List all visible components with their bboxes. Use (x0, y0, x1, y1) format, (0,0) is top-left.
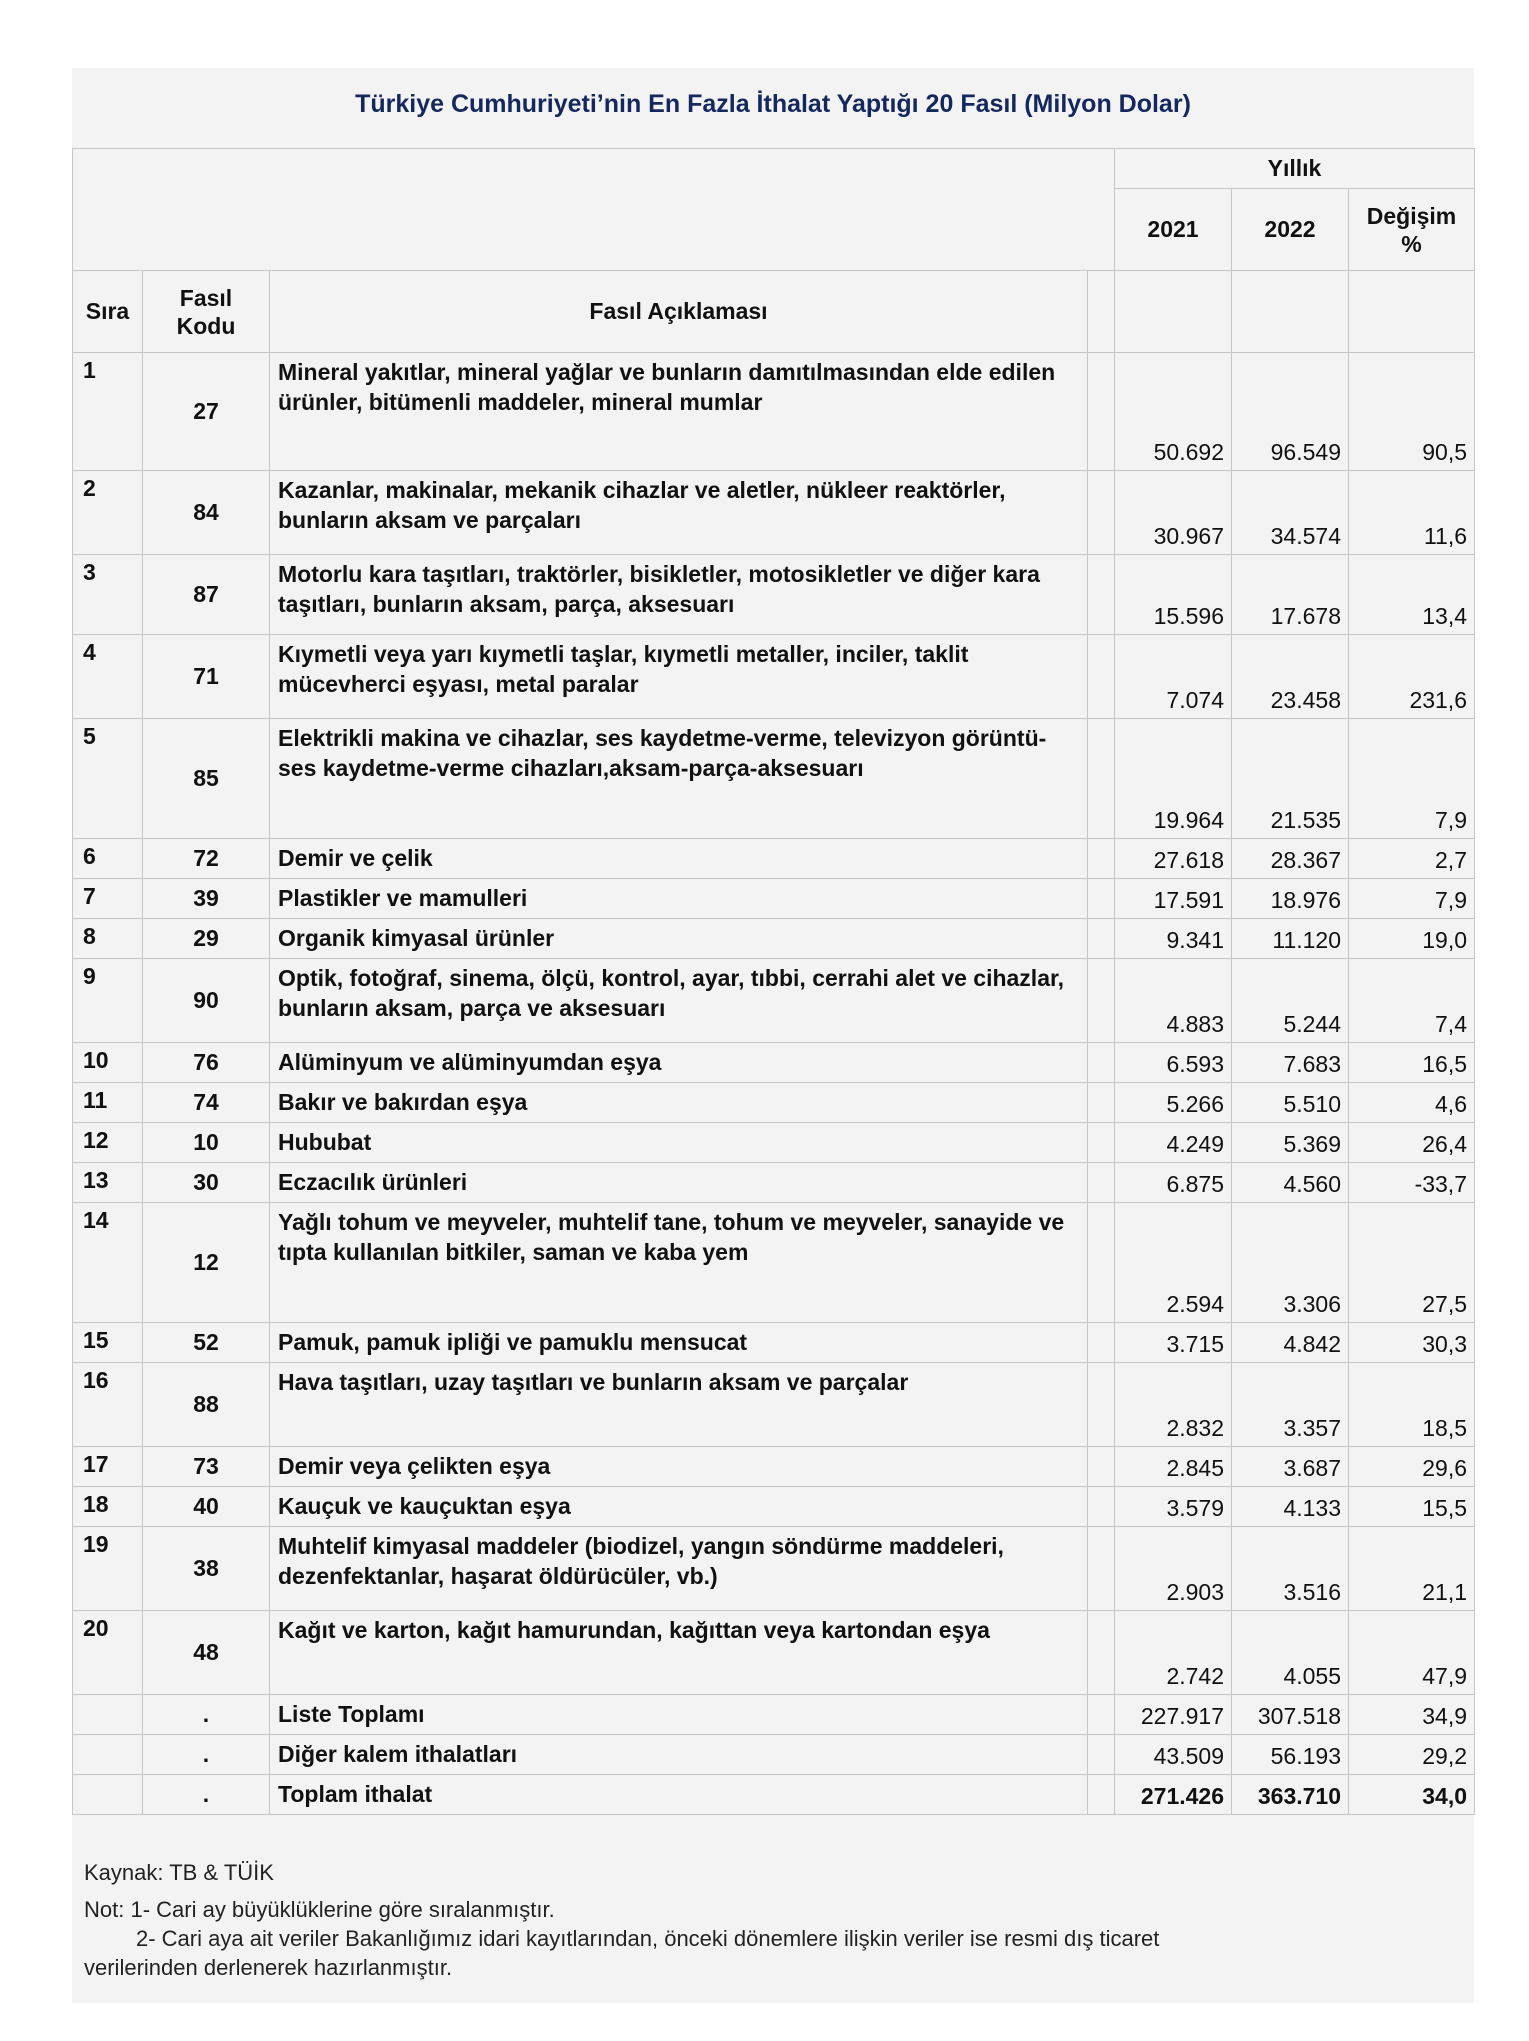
row-value-2021: 227.917 (1115, 1695, 1232, 1735)
row-spacer (1088, 1203, 1115, 1323)
row-value-2021: 6.593 (1115, 1043, 1232, 1083)
row-change: 7,4 (1349, 959, 1475, 1043)
table-row (73, 1083, 1475, 1123)
row-desc: Kıymetli veya yarı kıymetli taşlar, kıymetli metaller, inciler, taklit mücevherci eşyası, metal paralar (270, 635, 1088, 719)
row-desc: Demir ve çelik (270, 839, 1088, 879)
row-seq: 9 (73, 959, 143, 1043)
table-row (73, 1527, 1475, 1611)
row-value-2022: 5.369 (1232, 1123, 1349, 1163)
row-spacer (1088, 471, 1115, 555)
row-value-2021: 50.692 (1115, 353, 1232, 471)
table-row (73, 1487, 1475, 1527)
row-value-2022: 11.120 (1232, 919, 1349, 959)
row-spacer (1088, 555, 1115, 635)
row-change: 2,7 (1349, 839, 1475, 879)
header-seq: Sıra (73, 271, 143, 353)
row-value-2021: 2.832 (1115, 1363, 1232, 1447)
row-desc: Hububat (270, 1123, 1088, 1163)
row-spacer (1088, 1611, 1115, 1695)
row-value-2021: 2.594 (1115, 1203, 1232, 1323)
header-spacer (1088, 271, 1115, 353)
row-desc: Eczacılık ürünleri (270, 1163, 1088, 1203)
row-spacer (1088, 353, 1115, 471)
row-desc: Alüminyum ve alüminyumdan eşya (270, 1043, 1088, 1083)
row-value-2021: 4.883 (1115, 959, 1232, 1043)
note-2a: 2- Cari aya ait veriler Bakanlığımız idari kayıtlarından, önceki dönemlere ilişkin veriler ise resmi dış ticaret (136, 1926, 1160, 1951)
table-row (73, 1363, 1475, 1447)
row-seq: 8 (73, 919, 143, 959)
row-seq (73, 1775, 143, 1815)
row-seq: 3 (73, 555, 143, 635)
table-row (73, 719, 1475, 839)
row-desc: Organik kimyasal ürünler (270, 919, 1088, 959)
table-row (73, 635, 1475, 719)
row-value-2021: 3.715 (1115, 1323, 1232, 1363)
row-value-2021: 5.266 (1115, 1083, 1232, 1123)
row-desc: Mineral yakıtlar, mineral yağlar ve bunların damıtılmasından elde edilen ürünler, bitümenli maddeler, mineral mumlar (270, 353, 1088, 471)
row-code: 10 (143, 1123, 270, 1163)
row-change: 34,9 (1349, 1695, 1475, 1735)
row-desc: Pamuk, pamuk ipliği ve pamuklu mensucat (270, 1323, 1088, 1363)
table-row (73, 555, 1475, 635)
header-change-label: Değişim (1366, 202, 1457, 229)
row-seq: 16 (73, 1363, 143, 1447)
header-change (1349, 189, 1475, 271)
row-seq (73, 1695, 143, 1735)
import-table (72, 148, 1475, 1815)
table-row (73, 1323, 1475, 1363)
row-value-2022: 23.458 (1232, 635, 1349, 719)
row-seq: 6 (73, 839, 143, 879)
row-value-2021: 43.509 (1115, 1735, 1232, 1775)
row-desc: Motorlu kara taşıtları, traktörler, bisikletler, motosikletler ve diğer kara taşıtları, bunların aksam, parça, aksesuarı (270, 555, 1088, 635)
row-value-2022: 4.842 (1232, 1323, 1349, 1363)
row-spacer (1088, 1363, 1115, 1447)
table-body (73, 353, 1475, 1815)
header-blank-change (1349, 271, 1475, 353)
row-desc: Liste Toplamı (270, 1695, 1088, 1735)
row-value-2021: 2.903 (1115, 1527, 1232, 1611)
row-code: 88 (143, 1363, 270, 1447)
row-spacer (1088, 1323, 1115, 1363)
row-code: 39 (143, 879, 270, 919)
row-code: 73 (143, 1447, 270, 1487)
row-value-2021: 17.591 (1115, 879, 1232, 919)
row-seq: 15 (73, 1323, 143, 1363)
row-value-2022: 3.687 (1232, 1447, 1349, 1487)
row-change: 16,5 (1349, 1043, 1475, 1083)
row-seq: 7 (73, 879, 143, 919)
row-spacer (1088, 1447, 1115, 1487)
row-change: 11,6 (1349, 471, 1475, 555)
row-value-2022: 17.678 (1232, 555, 1349, 635)
row-spacer (1088, 879, 1115, 919)
row-desc: Kağıt ve karton, kağıt hamurundan, kağıttan veya kartondan eşya (270, 1611, 1088, 1695)
table-row (73, 1163, 1475, 1203)
table-row (73, 1735, 1475, 1775)
row-change: 231,6 (1349, 635, 1475, 719)
row-code: 72 (143, 839, 270, 879)
row-value-2021: 3.579 (1115, 1487, 1232, 1527)
header-2021: 2021 (1115, 189, 1232, 271)
row-desc: Diğer kalem ithalatları (270, 1735, 1088, 1775)
row-desc: Kauçuk ve kauçuktan eşya (270, 1487, 1088, 1527)
row-seq: 19 (73, 1527, 143, 1611)
row-code: 30 (143, 1163, 270, 1203)
row-value-2022: 96.549 (1232, 353, 1349, 471)
row-value-2021: 15.596 (1115, 555, 1232, 635)
table-row (73, 839, 1475, 879)
source-note: Kaynak: TB & TÜİK (84, 1860, 274, 1885)
row-seq: 17 (73, 1447, 143, 1487)
row-change: 7,9 (1349, 879, 1475, 919)
page-title: Türkiye Cumhuriyeti’nin En Fazla İthalat Yaptığı 20 Fasıl (Milyon Dolar) (355, 90, 1191, 118)
row-change: 18,5 (1349, 1363, 1475, 1447)
row-desc: Yağlı tohum ve meyveler, muhtelif tane, tohum ve meyveler, sanayide ve tıpta kullanılan bitkiler, saman ve kaba yem (270, 1203, 1088, 1323)
row-spacer (1088, 919, 1115, 959)
row-value-2022: 363.710 (1232, 1775, 1349, 1815)
row-spacer (1088, 1775, 1115, 1815)
row-value-2022: 307.518 (1232, 1695, 1349, 1735)
row-value-2021: 27.618 (1115, 839, 1232, 879)
row-seq: 10 (73, 1043, 143, 1083)
row-seq: 4 (73, 635, 143, 719)
row-desc: Bakır ve bakırdan eşya (270, 1083, 1088, 1123)
row-value-2022: 3.516 (1232, 1527, 1349, 1611)
row-code: 40 (143, 1487, 270, 1527)
row-spacer (1088, 1487, 1115, 1527)
header-2022: 2022 (1232, 189, 1349, 271)
row-code: 71 (143, 635, 270, 719)
row-change: 29,2 (1349, 1735, 1475, 1775)
row-value-2022: 21.535 (1232, 719, 1349, 839)
row-value-2022: 4.055 (1232, 1611, 1349, 1695)
table-row (73, 879, 1475, 919)
row-seq: 14 (73, 1203, 143, 1323)
row-seq (73, 1735, 143, 1775)
header-code-label: Fasıl (179, 284, 233, 311)
header-code (143, 271, 270, 353)
row-value-2022: 5.244 (1232, 959, 1349, 1043)
row-value-2022: 3.357 (1232, 1363, 1349, 1447)
row-value-2022: 34.574 (1232, 471, 1349, 555)
row-spacer (1088, 1527, 1115, 1611)
header-change-unit: % (1401, 230, 1422, 257)
row-spacer (1088, 839, 1115, 879)
header-yearly: Yıllık (1115, 149, 1475, 189)
row-spacer (1088, 1043, 1115, 1083)
row-code: 84 (143, 471, 270, 555)
note-2b: verilerinden derlenerek hazırlanmıştır. (84, 1955, 453, 1980)
row-value-2022: 4.133 (1232, 1487, 1349, 1527)
row-value-2021: 9.341 (1115, 919, 1232, 959)
row-seq: 20 (73, 1611, 143, 1695)
row-seq: 1 (73, 353, 143, 471)
row-seq: 13 (73, 1163, 143, 1203)
table-row (73, 1775, 1475, 1815)
row-spacer (1088, 1083, 1115, 1123)
row-value-2022: 56.193 (1232, 1735, 1349, 1775)
row-code: 87 (143, 555, 270, 635)
table-row (73, 1123, 1475, 1163)
header-code-sub: Kodu (176, 312, 236, 339)
note-1: Not: 1- Cari ay büyüklüklerine göre sıralanmıştır. (84, 1897, 555, 1922)
row-code: 29 (143, 919, 270, 959)
row-change: -33,7 (1349, 1163, 1475, 1203)
row-code: 76 (143, 1043, 270, 1083)
row-spacer (1088, 719, 1115, 839)
row-desc: Elektrikli makina ve cihazlar, ses kaydetme-verme, televizyon görüntü-ses kaydetme-verme cihazları,aksam-parça-aksesuarı (270, 719, 1088, 839)
row-code: 74 (143, 1083, 270, 1123)
row-code: 85 (143, 719, 270, 839)
table-row (73, 959, 1475, 1043)
row-spacer (1088, 1123, 1115, 1163)
row-code: . (143, 1735, 270, 1775)
row-desc: Toplam ithalat (270, 1775, 1088, 1815)
row-change: 47,9 (1349, 1611, 1475, 1695)
row-change: 30,3 (1349, 1323, 1475, 1363)
row-spacer (1088, 635, 1115, 719)
row-code: . (143, 1695, 270, 1735)
header-blank (73, 149, 1115, 271)
row-change: 4,6 (1349, 1083, 1475, 1123)
row-code: 38 (143, 1527, 270, 1611)
header-desc: Fasıl Açıklaması (270, 271, 1088, 353)
row-change: 7,9 (1349, 719, 1475, 839)
row-value-2021: 2.845 (1115, 1447, 1232, 1487)
row-value-2022: 18.976 (1232, 879, 1349, 919)
row-value-2022: 4.560 (1232, 1163, 1349, 1203)
row-seq: 2 (73, 471, 143, 555)
row-desc: Hava taşıtları, uzay taşıtları ve bunların aksam ve parçalar (270, 1363, 1088, 1447)
row-spacer (1088, 1163, 1115, 1203)
table-row (73, 1203, 1475, 1323)
row-spacer (1088, 1695, 1115, 1735)
header-blank-2022 (1232, 271, 1349, 353)
row-desc: Demir veya çelikten eşya (270, 1447, 1088, 1487)
row-value-2021: 7.074 (1115, 635, 1232, 719)
row-value-2022: 3.306 (1232, 1203, 1349, 1323)
row-change: 29,6 (1349, 1447, 1475, 1487)
row-change: 19,0 (1349, 919, 1475, 959)
row-code: 48 (143, 1611, 270, 1695)
notes (84, 1858, 1464, 1982)
table-row (73, 1043, 1475, 1083)
row-code: 90 (143, 959, 270, 1043)
row-change: 26,4 (1349, 1123, 1475, 1163)
table-row (73, 471, 1475, 555)
row-value-2021: 30.967 (1115, 471, 1232, 555)
row-value-2021: 4.249 (1115, 1123, 1232, 1163)
row-desc: Optik, fotoğraf, sinema, ölçü, kontrol, ayar, tıbbi, cerrahi alet ve cihazlar, bunların aksam, parça ve aksesuarı (270, 959, 1088, 1043)
row-value-2022: 28.367 (1232, 839, 1349, 879)
row-seq: 11 (73, 1083, 143, 1123)
table-row (73, 353, 1475, 471)
row-value-2021: 6.875 (1115, 1163, 1232, 1203)
row-spacer (1088, 959, 1115, 1043)
row-seq: 5 (73, 719, 143, 839)
row-desc: Muhtelif kimyasal maddeler (biodizel, yangın söndürme maddeleri, dezenfektanlar, haşarat öldürücüler, vb.) (270, 1527, 1088, 1611)
row-value-2021: 19.964 (1115, 719, 1232, 839)
row-change: 34,0 (1349, 1775, 1475, 1815)
row-code: 27 (143, 353, 270, 471)
table-row (73, 1447, 1475, 1487)
row-value-2021: 2.742 (1115, 1611, 1232, 1695)
table-row (73, 1695, 1475, 1735)
table-row (73, 1611, 1475, 1695)
row-code: 12 (143, 1203, 270, 1323)
row-change: 13,4 (1349, 555, 1475, 635)
row-value-2022: 5.510 (1232, 1083, 1349, 1123)
row-change: 90,5 (1349, 353, 1475, 471)
row-seq: 18 (73, 1487, 143, 1527)
row-change: 21,1 (1349, 1527, 1475, 1611)
row-value-2021: 271.426 (1115, 1775, 1232, 1815)
row-change: 15,5 (1349, 1487, 1475, 1527)
row-code: . (143, 1775, 270, 1815)
document-page (72, 68, 1474, 2003)
row-spacer (1088, 1735, 1115, 1775)
row-desc: Plastikler ve mamulleri (270, 879, 1088, 919)
table-row (73, 919, 1475, 959)
row-code: 52 (143, 1323, 270, 1363)
row-change: 27,5 (1349, 1203, 1475, 1323)
row-value-2022: 7.683 (1232, 1043, 1349, 1083)
header-blank-2021 (1115, 271, 1232, 353)
row-desc: Kazanlar, makinalar, mekanik cihazlar ve aletler, nükleer reaktörler, bunların aksam ve parçaları (270, 471, 1088, 555)
row-seq: 12 (73, 1123, 143, 1163)
